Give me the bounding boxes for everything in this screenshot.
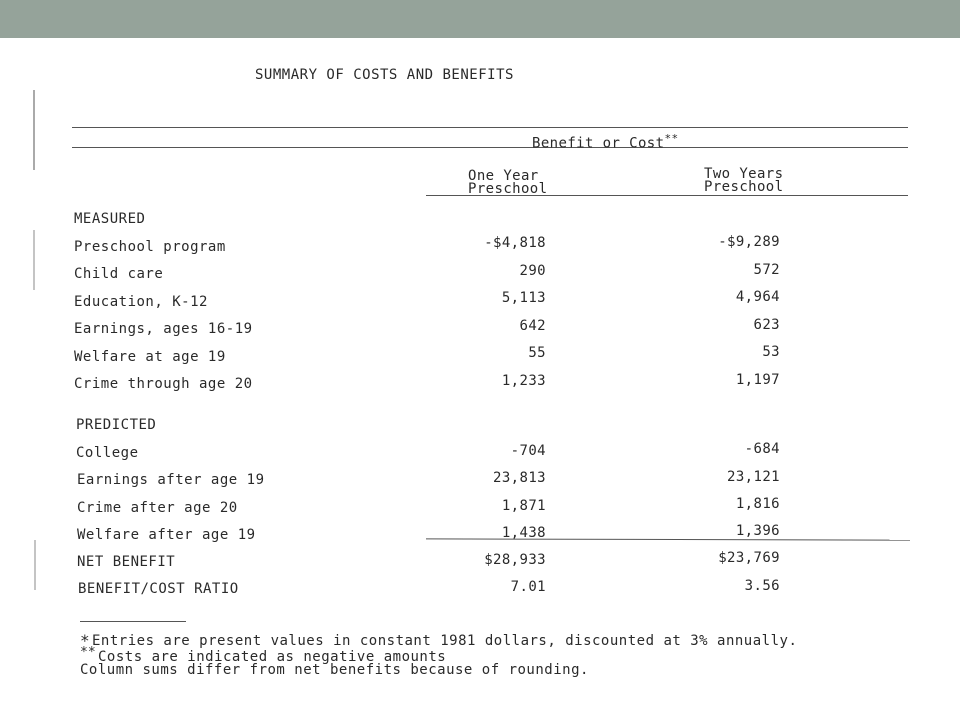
row-value-one-year: 642: [519, 318, 546, 334]
row-label: Earnings, ages 16-19: [74, 321, 253, 337]
footnote-star-double: **: [80, 645, 96, 660]
total-label: BENEFIT/COST RATIO: [78, 581, 239, 597]
row-value-two-years: 23,121: [727, 469, 780, 485]
column-group-header: [532, 131, 678, 152]
row-label: Education, K-12: [74, 294, 208, 310]
row-value-one-year: -$4,818: [484, 235, 546, 251]
row-value-two-years: 572: [753, 262, 780, 278]
document-title: SUMMARY OF COSTS AND BENEFITS: [255, 67, 514, 83]
footnote-rule: [80, 621, 186, 622]
column-group-label: Benefit or Cost: [532, 135, 665, 152]
row-value-one-year: 1,233: [501, 373, 546, 389]
scan-speck: [34, 540, 36, 590]
row-label: Preschool program: [74, 239, 226, 255]
row-label: Welfare at age 19: [74, 349, 226, 365]
column-header-line1: One Year: [468, 168, 539, 184]
total-value-one-year: $28,933: [484, 552, 546, 568]
row-value-one-year: 23,813: [493, 470, 546, 486]
row-value-two-years: 623: [753, 317, 780, 333]
column-group-marks: **: [664, 132, 679, 145]
column-header-rule: [426, 195, 908, 196]
row-value-one-year: -704: [510, 443, 546, 459]
top-bar: [0, 0, 960, 38]
column-header-line2: Preschool: [704, 179, 784, 195]
row-value-two-years: -684: [744, 441, 780, 457]
row-value-one-year: 55: [528, 345, 546, 361]
column-header-two-years: [704, 167, 783, 195]
section-heading-predicted: PREDICTED: [76, 417, 157, 433]
row-label: Crime through age 20: [74, 376, 253, 392]
row-value-two-years: 1,197: [735, 372, 780, 388]
row-value-two-years: -$9,289: [718, 234, 780, 250]
row-value-two-years: 1,396: [735, 523, 780, 539]
footnote-costs: Costs are indicated as negative amounts: [98, 649, 447, 665]
section-heading-measured: MEASURED: [74, 211, 146, 227]
row-label: Child care: [74, 266, 164, 282]
total-value-two-years: 3.56: [744, 578, 780, 594]
row-value-one-year: 1,438: [501, 525, 546, 541]
column-header-one-year: [468, 169, 547, 197]
row-value-one-year: 5,113: [501, 290, 546, 306]
row-value-one-year: 290: [519, 263, 546, 279]
total-value-two-years: $23,769: [718, 550, 780, 566]
row-label: College: [76, 445, 139, 461]
scan-speck: [33, 90, 35, 170]
footnote-entries: Entries are present values in constant 1981 dollars, discounted at 3% annually.: [92, 633, 798, 649]
total-label: NET BENEFIT: [77, 554, 176, 570]
row-value-two-years: 1,816: [735, 496, 780, 512]
column-header-line2: Preschool: [468, 181, 548, 197]
footnote-star-single: *: [80, 631, 90, 650]
row-value-two-years: 53: [762, 344, 780, 360]
row-label: Earnings after age 19: [77, 472, 265, 488]
row-label: Crime after age 20: [77, 500, 238, 516]
row-label: Welfare after age 19: [77, 527, 256, 543]
column-header-line1: Two Years: [704, 166, 784, 182]
scan-speck: [33, 230, 35, 290]
row-value-one-year: 1,871: [501, 498, 546, 514]
header-rule-top: [72, 127, 908, 128]
footnote-rounding: Column sums differ from net benefits because of rounding.: [80, 662, 589, 678]
total-value-one-year: 7.01: [510, 579, 546, 595]
row-value-two-years: 4,964: [735, 289, 780, 305]
header-rule-mid: [72, 147, 908, 148]
